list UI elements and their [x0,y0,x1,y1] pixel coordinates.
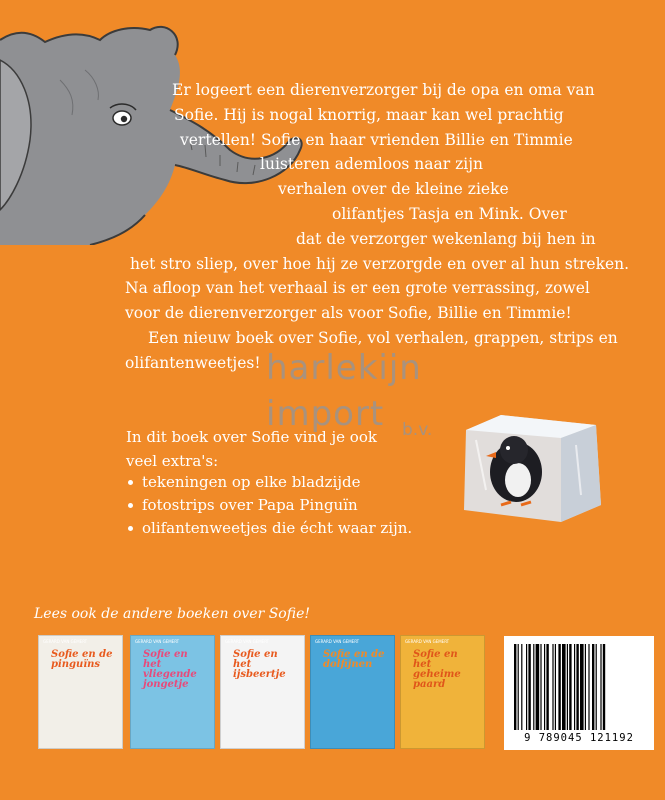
barcode-bar [521,644,522,730]
book-cover-pinguins [38,635,123,749]
extras-intro-line: In dit boek over Sofie vind je ook [126,428,377,446]
blurb-line: Sofie. Hij is nogal knorrig, maar kan wel prachtig [174,105,564,124]
blurb-line: dat de verzorger wekenlang bij hen in [296,229,596,248]
blurb-line: vertellen! Sofie en haar vrienden Billie en Timmie [180,130,573,149]
book-author: GERARD VAN GEMERT [43,639,88,644]
barcode-bar [514,644,516,730]
book-cover-vliegende-jongetje [130,635,215,749]
blurb-line: het stro sliep, over hoe hij ze verzorgde en over al hun streken. [130,254,630,273]
barcode-bar [518,644,519,730]
barcode-bar [596,644,597,730]
extras-item: tekeningen op elke bladzijde [126,471,412,494]
barcode-bar [567,644,568,730]
book-author: GERARD VAN GEMERT [405,639,450,644]
extras-list [126,471,412,540]
barcode-bar [569,644,571,730]
barcode-bar [558,644,560,730]
isbn-number: 9 789045 121192 [524,732,634,744]
barcode-bar [528,644,530,730]
book-title: Sofie en de dolfijnen [323,649,385,670]
barcode-bar [544,644,545,730]
barcode-bar [562,644,566,730]
penguin-ice-cube-photo [456,410,606,525]
book-cover-ijsbeertje [220,635,305,749]
barcode-bar [603,644,605,730]
barcode-bar [533,644,534,730]
book-title: Sofie en het vliegende jongetje [143,649,197,690]
blurb-line: Een nieuw boek over Sofie, vol verhalen, grappen, strips en [148,328,618,347]
barcode-bar [580,644,584,730]
extras-intro-line: veel extra's: [126,451,219,470]
book-author: GERARD VAN GEMERT [135,639,180,644]
isbn-barcode [504,636,654,750]
barcode-bar [585,644,586,730]
barcode-bars [514,644,644,730]
barcode-bar [540,644,541,730]
watermark-text: b.v. [402,420,433,440]
barcode-bar [600,644,601,730]
blurb-line: luisteren ademloos naar zijn [260,155,483,174]
barcode-bar [574,644,575,730]
book-title: Sofie en het ijsbeertje [233,649,286,680]
blurb-line: verhalen over de kleine zieke [278,180,509,199]
blurb-paragraph-1 [120,78,630,326]
watermark-text: harlekijn [266,348,422,388]
watermark-text: import [266,394,385,434]
book-title: Sofie en het geheime paard [413,649,461,690]
blurb-line: olifantjes Tasja en Mink. Over [332,204,567,223]
barcode-bar [536,644,540,730]
blurb-line: Er logeert een dierenverzorger bij de opa en oma van [172,81,595,99]
barcode-bar [552,644,553,730]
blurb-line: olifantenweetjes! [125,353,261,372]
read-more-label: Lees ook de andere boeken over Sofie! [34,606,310,622]
book-author: GERARD VAN GEMERT [315,639,360,644]
barcode-bar [555,644,556,730]
blurb-text [120,78,630,376]
book-author: GERARD VAN GEMERT [225,639,270,644]
barcode-bar [592,644,594,730]
blurb-line: Na afloop van het verhaal is er een grote verrassing, zowel [125,279,590,298]
extras-item: olifantenweetjes die écht waar zijn. [126,517,412,540]
barcode-bar [546,644,548,730]
barcode-bar [588,644,589,730]
extras-item: fotostrips over Papa Pinguïn [126,494,412,517]
blurb-line: voor de dierenverzorger als voor Sofie, Billie en Timmie! [125,304,572,323]
barcode-bar [576,644,578,730]
book-cover-dolfijnen [310,635,395,749]
book-cover-geheime-paard [400,635,485,749]
book-title: Sofie en de pinguïns [51,649,113,670]
barcode-bar [526,644,527,730]
